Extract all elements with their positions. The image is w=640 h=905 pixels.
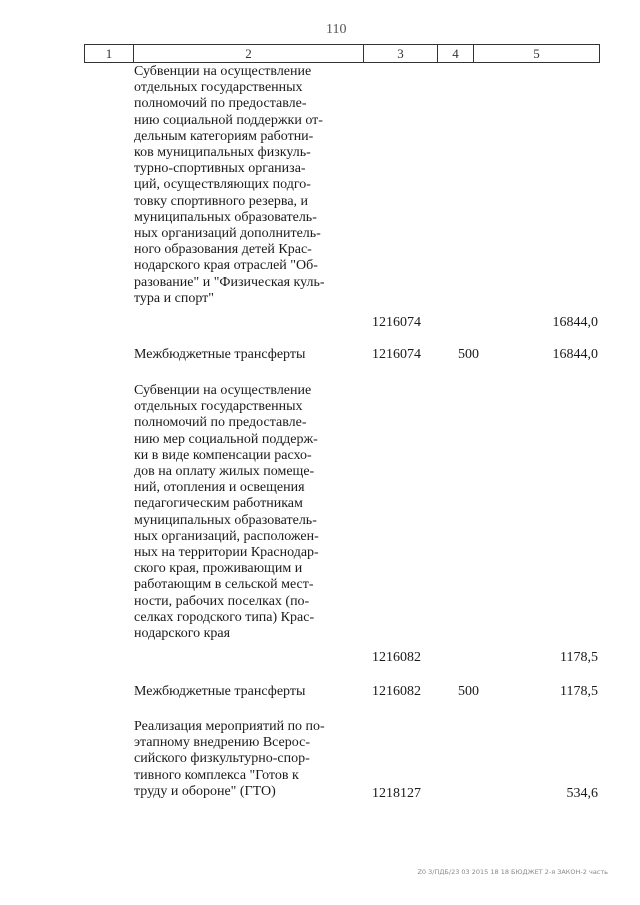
column-header-1: 1 <box>84 45 134 62</box>
row-code: 1216082 <box>372 650 421 665</box>
column-header-5: 5 <box>474 45 600 62</box>
row-description: Межбюджетные трансферты <box>134 684 306 699</box>
row-amount: 1178,5 <box>560 684 598 699</box>
column-header-4: 4 <box>438 45 474 62</box>
column-header-2: 2 <box>134 45 364 62</box>
row-amount: 534,6 <box>566 786 598 801</box>
row-description: Субвенции на осуществление отдельных государственных полномочий по предоставле- нию мер социальной поддерж- ки в виде компенсации расхо- дов на оплату жилых помеще- ний, отопления и освещения педагогическим работникам муниципальных образователь- ных организаций, расположен- ных на территории Краснодар- ского края, проживающим и работающим в сельской мест- ности, рабочих поселках (по- селках городского типа) Крас- нодарского края <box>134 383 319 642</box>
row-amount: 16844,0 <box>552 315 598 330</box>
page-number: 110 <box>326 22 347 37</box>
table-header-row <box>84 44 600 63</box>
row-code: 1216074 <box>372 315 421 330</box>
row-code: 1216074 <box>372 347 421 362</box>
row-code: 1218127 <box>372 786 421 801</box>
row-type: 500 <box>458 347 479 362</box>
row-amount: 1178,5 <box>560 650 598 665</box>
row-code: 1216082 <box>372 684 421 699</box>
row-amount: 16844,0 <box>552 347 598 362</box>
row-description: Межбюджетные трансферты <box>134 347 306 362</box>
column-header-3: 3 <box>364 45 438 62</box>
row-description: Субвенции на осуществление отдельных государственных полномочий по предоставле- нию социальной поддержки от- дельным категориям работни- ков муниципальных физкуль- турно-спортивных организа- ций, осуществляющих подго- товку спортивного резерва, и муниципальных образователь- ных организаций дополнитель- ного образования детей Крас- нодарского края отраслей "Об- разование" и "Физическая куль- тура и спорт" <box>134 64 325 306</box>
row-type: 500 <box>458 684 479 699</box>
row-description: Реализация мероприятий по по- этапному внедрению Всерос- сийского физкультурно-спор- тивного комплекса "Готов к труду и обороне" (ГТО) <box>134 719 325 799</box>
footer-note: Z0 3/ПДБ/23 03 2015 18 18 БЮДЖЕТ 2-я ЗАКОН-2 часть <box>417 868 608 876</box>
